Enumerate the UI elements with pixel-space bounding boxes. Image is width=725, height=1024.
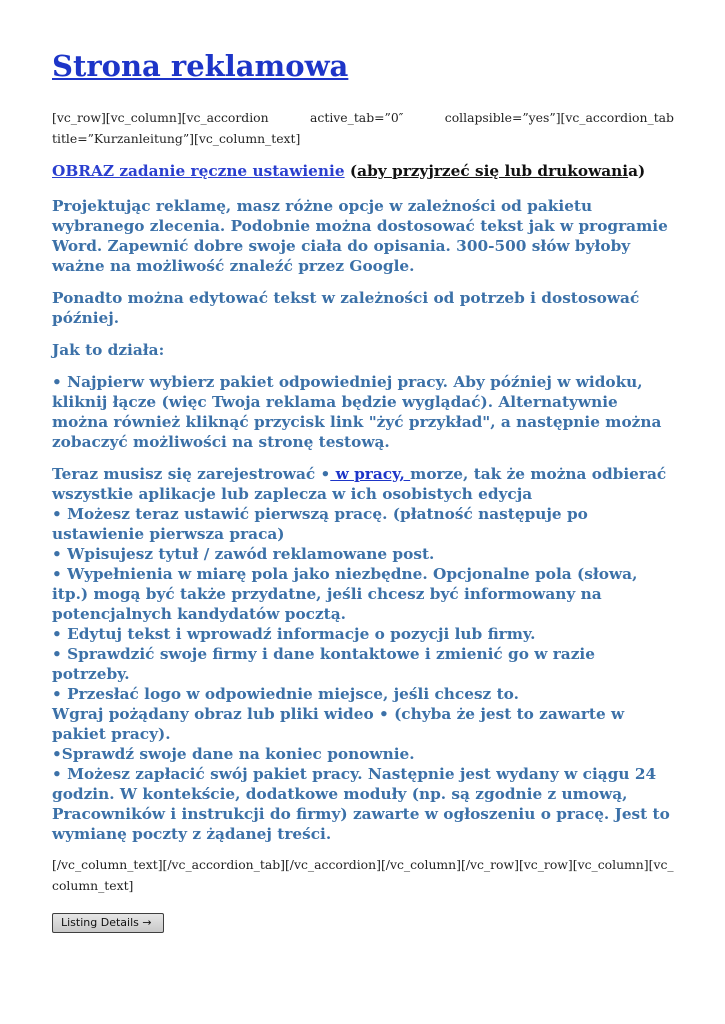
section-heading [52,161,674,182]
step-item: • Edytuj tekst i wprowadź informacje o pozycji lub firmy. [52,625,536,643]
steps-block [52,464,674,844]
work-link[interactable]: w pracy, [330,465,411,483]
paragraph-how-it-works: Jak to działa: [52,341,165,359]
heading-paren-close: a) [628,162,646,180]
step-item: • Możesz teraz ustawić pierwszą pracę. (płatność następuje po ustawienie pierwsza praca) [52,505,588,543]
step-item: • Przesłać logo w odpowiednie miejsce, jeśli chcesz to. [52,685,519,703]
shortcode-open-text: [vc_row][vc_column][vc_accordion active_tab=”0″ collapsible=”yes”][vc_accordion_tab title=”Kurzanleitung”][vc_column_text] [52,110,674,146]
page-content [52,0,674,933]
heading-paren-link[interactable]: aby przyjrzeć się lub drukowani [357,162,629,180]
step-item: •Sprawdź swoje dane na koniec ponownie. [52,745,415,763]
paragraph-intro: Projektując reklamę, masz różne opcje w zależności od pakietu wybranego zlecenia. Podobnie można dostosować tekst jak w programie Word. Zapewnić dobre swoje ciała do opisania. 300-500 słów byłoby ważne na możliwość znaleźć przez Google. [52,197,668,275]
paragraph-first-step: • Najpierw wybierz pakiet odpowiedniej pracy. Aby później w widoku, kliknij łącze (więc Twoja reklama będzie wyglądać). Alternatywnie można również kliknąć przycisk link "żyć przykład", a następnie można zobaczyć możliwości na stronę testową. [52,373,662,451]
step-item: • Wpisujesz tytuł / zawód reklamowane post. [52,545,435,563]
shortcode-close-text: [/vc_column_text][/vc_accordion_tab][/vc_accordion][/vc_column][/vc_row][vc_row][vc_column][vc_column_text] [52,857,674,893]
listing-details-button[interactable]: Listing Details → [52,913,164,933]
step-item: • Sprawdzić swoje firmy i dane kontaktowe i zmienić go w razie potrzeby. [52,645,595,683]
register-line [52,464,674,504]
step-item: Wgraj pożądany obraz lub pliki wideo • (chyba że jest to zawarte w pakiet pracy). [52,705,625,743]
heading-paren [345,162,646,180]
register-text-rest: morze, tak że można odbierać wszystkie aplikacje lub zaplecza w ich osobistych edycja [52,465,667,503]
heading-link[interactable]: OBRAZ zadanie ręczne ustawienie [52,162,345,180]
step-item: • Wypełnienia w miarę pola jako niezbędne. Opcjonalne pola (słowa, itp.) mogą być także przydatne, jeśli chcesz być informowany na potencjalnych kandydatów pocztą. [52,565,638,623]
paragraph-editing: Ponadto można edytować tekst w zależności od potrzeb i dostosować później. [52,289,640,327]
page-title [52,48,674,84]
heading-paren-open: ( [344,162,358,180]
register-text: Teraz musisz się zarejestrować • [52,465,331,483]
page-title-link[interactable]: Strona reklamowa [52,49,349,83]
step-item: • Możesz zapłacić swój pakiet pracy. Następnie jest wydany w ciągu 24 godzin. W kontekście, dodatkowe moduły (np. są zgodnie z umową, Pracowników i instrukcji do firmy) zawarte w ogłoszeniu o pracę. Jest to wymianę poczty z żądanej treści. [52,765,670,843]
